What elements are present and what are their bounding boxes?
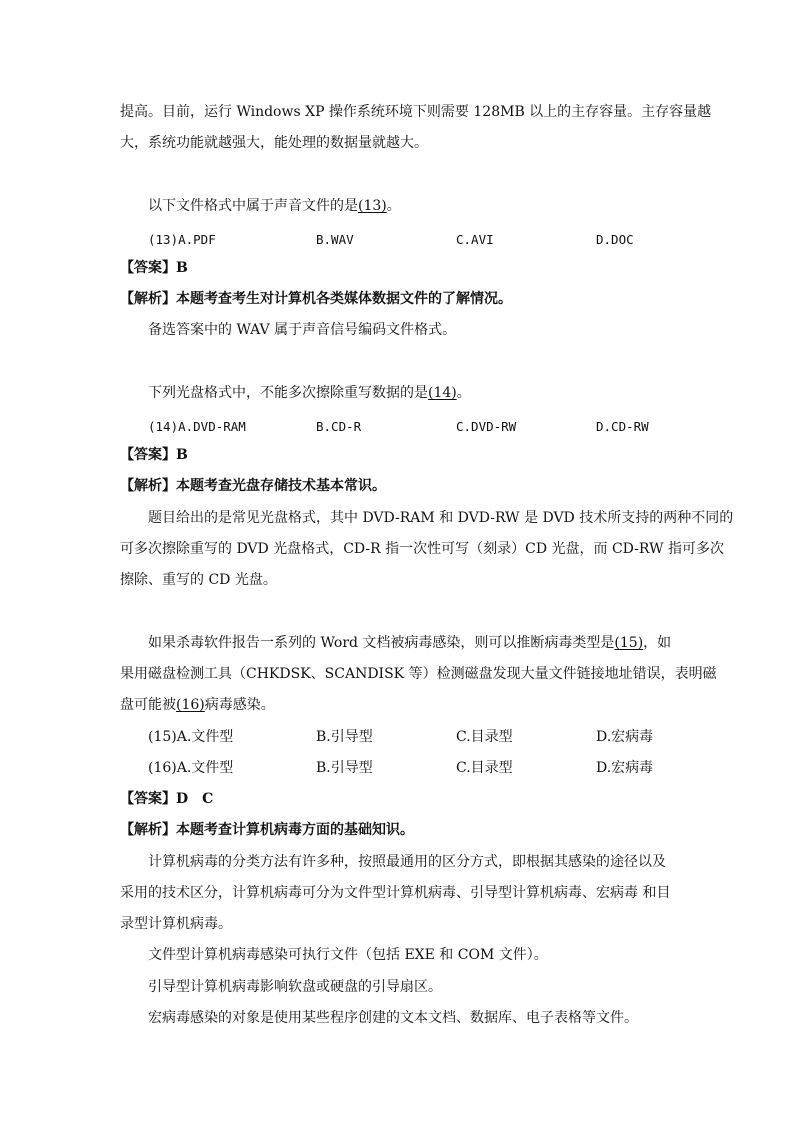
- stem-text: ，如: [643, 635, 672, 651]
- paragraph-line: 大，系统功能就越强大，能处理的数据量就越大。: [120, 135, 428, 151]
- analysis-text: 可多次擦除重写的 DVD 光盘格式，CD-R 指一次性可写（刻录）CD 光盘，而 CD-RW 指可多次: [120, 541, 724, 557]
- analysis-text: 录型计算机病毒。: [120, 916, 232, 932]
- stem-text: 病毒感染。: [204, 697, 275, 713]
- stem-text: 下列光盘格式中，不能多次擦除重写数据的是: [148, 385, 428, 401]
- analysis-text: 宏病毒感染的对象是使用某些程序创建的文本文档、数据库、电子表格等文件。: [148, 1010, 638, 1026]
- stem-text: 盘可能被: [120, 697, 176, 713]
- stem-end: 。: [386, 198, 401, 214]
- answer-label: 【答案】B: [120, 447, 188, 463]
- option-b: B.引导型: [316, 729, 373, 745]
- answer-label: 【答案】D C: [120, 791, 214, 807]
- question-13-options: [0, 230, 794, 250]
- analysis-heading: 【解析】本题考查计算机病毒方面的基础知识。: [120, 822, 414, 838]
- analysis-heading: 【解析】本题考查光盘存储技术基本常识。: [120, 478, 386, 494]
- option-b: B.WAV: [316, 232, 354, 247]
- stem-text: 以下文件格式中属于声音文件的是: [148, 198, 358, 214]
- option-c: C.AVI: [456, 232, 494, 247]
- question-15-stem: [148, 633, 671, 653]
- option-d: D.宏病毒: [596, 729, 654, 745]
- question-16-stem: [120, 695, 275, 715]
- analysis-text: 题目给出的是常见光盘格式，其中 DVD-RAM 和 DVD-RW 是 DVD 技术所支持的两种不同的: [148, 510, 734, 526]
- option-c: C.目录型: [456, 760, 513, 776]
- analysis-text: 备选答案中的 WAV 属于声音信号编码文件格式。: [148, 322, 457, 338]
- blank-13: (13): [358, 198, 387, 214]
- stem-text: 如果杀毒软件报告一系列的 Word 文档被病毒感染，则可以推断病毒类型是: [148, 635, 615, 651]
- option-a: (13)A.PDF: [148, 232, 216, 247]
- question-14-stem: [148, 383, 471, 403]
- option-b: B.CD-R: [316, 419, 362, 434]
- stem-end: 。: [456, 385, 471, 401]
- option-a: (14)A.DVD-RAM: [148, 419, 246, 434]
- option-b: B.引导型: [316, 760, 373, 776]
- blank-14: (14): [428, 385, 457, 401]
- option-a: (16)A.文件型: [148, 760, 234, 776]
- question-15-stem: 果用磁盘检测工具（CHKDSK、SCANDISK 等）检测磁盘发现大量文件链接地址错误，表明磁: [120, 666, 717, 682]
- analysis-text: 文件型计算机病毒感染可执行文件（包括 EXE 和 COM 文件）。: [148, 947, 548, 963]
- option-c: C.目录型: [456, 729, 513, 745]
- question-16-options: [0, 758, 794, 778]
- answer-label: 【答案】B: [120, 260, 188, 276]
- question-14-options: [0, 417, 794, 437]
- question-15-options: [0, 727, 794, 747]
- question-13-stem: [148, 196, 401, 216]
- blank-15: (15): [614, 635, 644, 651]
- analysis-text: 计算机病毒的分类方法有许多种，按照最通用的区分方式，即根据其感染的途径以及: [148, 854, 666, 870]
- option-d: D.DOC: [596, 232, 634, 247]
- option-d: D.宏病毒: [596, 760, 654, 776]
- option-a: (15)A.文件型: [148, 729, 234, 745]
- option-d: D.CD-RW: [596, 419, 649, 434]
- analysis-text: 擦除、重写的 CD 光盘。: [120, 572, 277, 588]
- blank-16: (16): [176, 697, 205, 713]
- analysis-text: 采用的技术区分，计算机病毒可分为文件型计算机病毒、引导型计算机病毒、宏病毒 和目: [120, 885, 671, 901]
- analysis-text: 引导型计算机病毒影响软盘或硬盘的引导扇区。: [148, 979, 442, 995]
- analysis-heading: 【解析】本题考查考生对计算机各类媒体数据文件的了解情况。: [120, 291, 512, 307]
- option-c: C.DVD-RW: [456, 419, 517, 434]
- paragraph-line: 提高。目前，运行 Windows XP 操作系统环境下则需要 128MB 以上的主存容量。主存容量越: [120, 104, 712, 120]
